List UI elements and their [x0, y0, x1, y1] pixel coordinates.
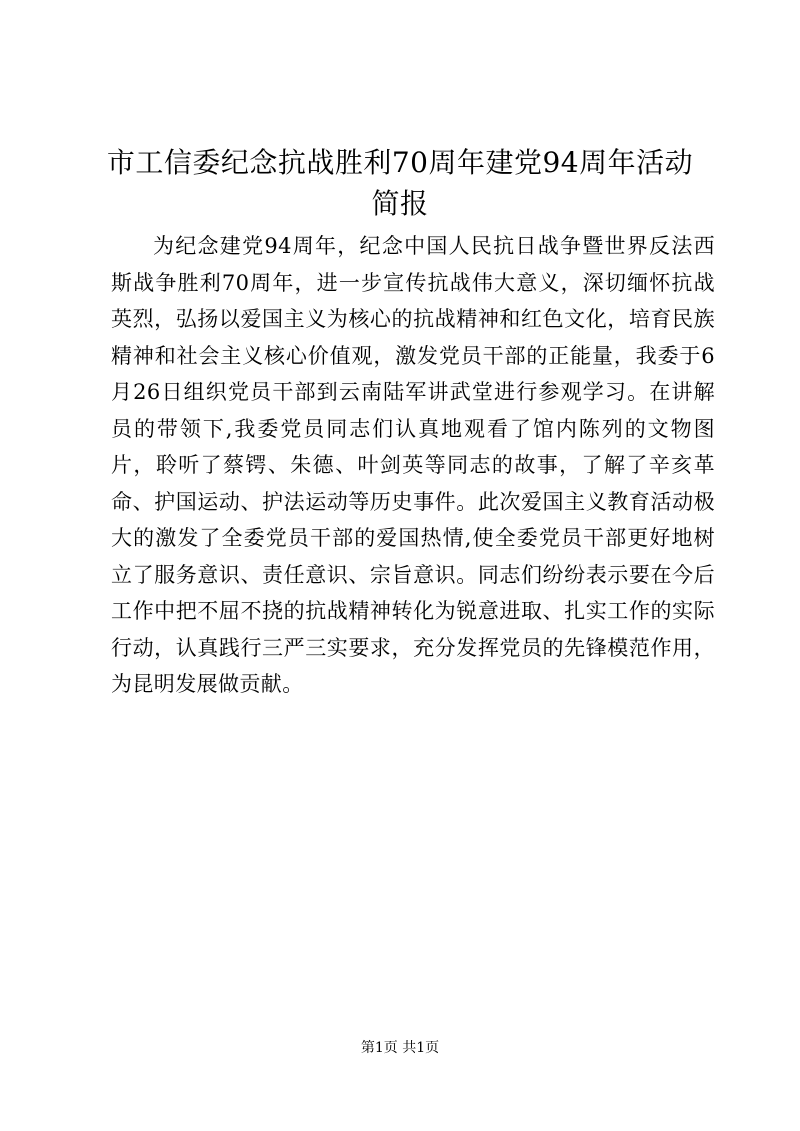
document-title: 市工信委纪念抗战胜利70周年建党94周年活动简报	[106, 146, 694, 220]
body-paragraph: 为纪念建党94周年，纪念中国人民抗日战争暨世界反法西斯战争胜利70周年，进一步宣传抗战伟大意义，深切缅怀抗战英烈，弘扬以爱国主义为核心的抗战精神和红色文化，培育民族精神和社会主义核心价值观，激发党员干部的正能量，我委于6月26日组织党员干部到云南陆军讲武堂进行参观学习。在讲解员的带领下,我委党员同志们认真地观看了馆内陈列的文物图片，聆听了蔡锷、朱德、叶剑英等同志的故事，了解了辛亥革命、护国运动、护法运动等历史事件。此次爱国主义教育活动极大的激发了全委党员干部的爱国热情,使全委党员干部更好地树立了服务意识、责任意识、宗旨意识。同志们纷纷表示要在今后工作中把不屈不挠的抗战精神转化为锐意进取、扎实工作的实际行动，认真践行三严三实要求，充分发挥党员的先锋模范作用，为昆明发展做贡献。	[111, 234, 715, 696]
page-footer: 第1页 共1页	[360, 1040, 440, 1056]
